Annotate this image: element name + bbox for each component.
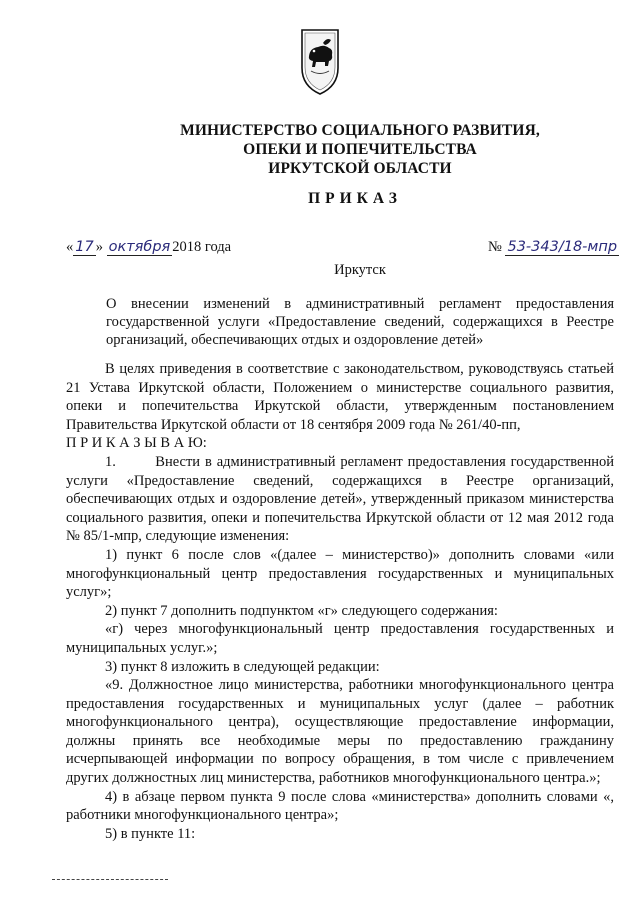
footer-divider — [52, 879, 168, 880]
date-year: 2018 года — [172, 239, 232, 255]
ministry-line-1: МИНИСТЕРСТВО СОЦИАЛЬНОГО РАЗВИТИЯ, — [180, 122, 540, 139]
ministry-name — [100, 121, 620, 178]
date-quote-close: » — [95, 239, 103, 255]
item-1-text: Внести в административный регламент предоставления государственной услуги «Предоставление сведений, содержащихся в Реестре организаций, обеспечивающих отдых и оздоровление детей», утвержденный приказом министерства социального развития, опеки и попечительства Иркутской области от 12 мая 2012 года № 85/1-мпр, следующие изменения: — [66, 453, 615, 545]
date-quote-open: « — [66, 239, 74, 255]
order-title: ПРИКАЗ — [308, 190, 402, 207]
number-value: 53-343/18-мпр — [507, 239, 618, 255]
subitem-2-quote: «г) через многофункциональный центр предоставления государственных и муниципальных услуг.»; — [66, 621, 614, 656]
ministry-line-3: ИРКУТСКОЙ ОБЛАСТИ — [268, 160, 452, 177]
order-body — [66, 360, 614, 843]
subitem-3: 3) пункт 8 изложить в следующей редакции: — [105, 658, 380, 675]
subitem-1: 1) пункт 6 после слов «(далее – министерство)» дополнить словами «или многофункциональный центр предоставления государственных и муниципальных услуг»; — [66, 546, 614, 601]
subitem-2: 2) пункт 7 дополнить подпунктом «г» следующего содержания: — [105, 602, 498, 619]
subitem-4: 4) в абзаце первом пункта 9 после слова «министерства» дополнить словами «, работники многофункционального центра»; — [66, 788, 614, 824]
item-1-number: 1. — [105, 453, 116, 470]
order-word: П Р И К А З Ы В А Ю: — [66, 435, 207, 452]
date-day: 17 — [75, 239, 94, 255]
order-number — [488, 239, 619, 256]
subitem-5: 5) в пункте 11: — [105, 825, 196, 842]
ministry-line-2: ОПЕКИ И ПОПЕЧИТЕЛЬСТВА — [243, 141, 477, 158]
city: Иркутск — [334, 262, 386, 278]
preamble-paragraph: В целях приведения в соответствие с законодательством, руководствуясь статьей 21 Устава Иркутской области, Положением о министерстве социального развития, опеки и попечительства Иркутской области, утвержденным постановлением Правительства Иркутской области от 18 сентября 2009 года № 261/40-пп, — [66, 361, 614, 433]
order-date — [66, 239, 231, 256]
irkutsk-coat-of-arms-icon — [296, 22, 344, 98]
subitem-3-quote: «9. Должностное лицо министерства, работники многофункционального центра предоставления государственных и муниципальных услуг (далее – работник многофункционального центра), осуществляющие предоставление информации, должны принять все необходимые меры по предоставлению гражданину исчерпывающей информации по вопросу обращения, в том числе с привлечением других должностных лиц министерства, работников многофункционального центра.»; — [66, 677, 614, 787]
order-subject: О внесении изменений в административный регламент предоставления государственной услуги «Предоставление сведений, содержащихся в Реестре организаций, обеспечивающих отдых и оздоровление детей» — [106, 296, 614, 348]
item-1 — [66, 453, 614, 546]
number-sign: № — [488, 239, 502, 255]
date-month: октября — [108, 239, 171, 255]
